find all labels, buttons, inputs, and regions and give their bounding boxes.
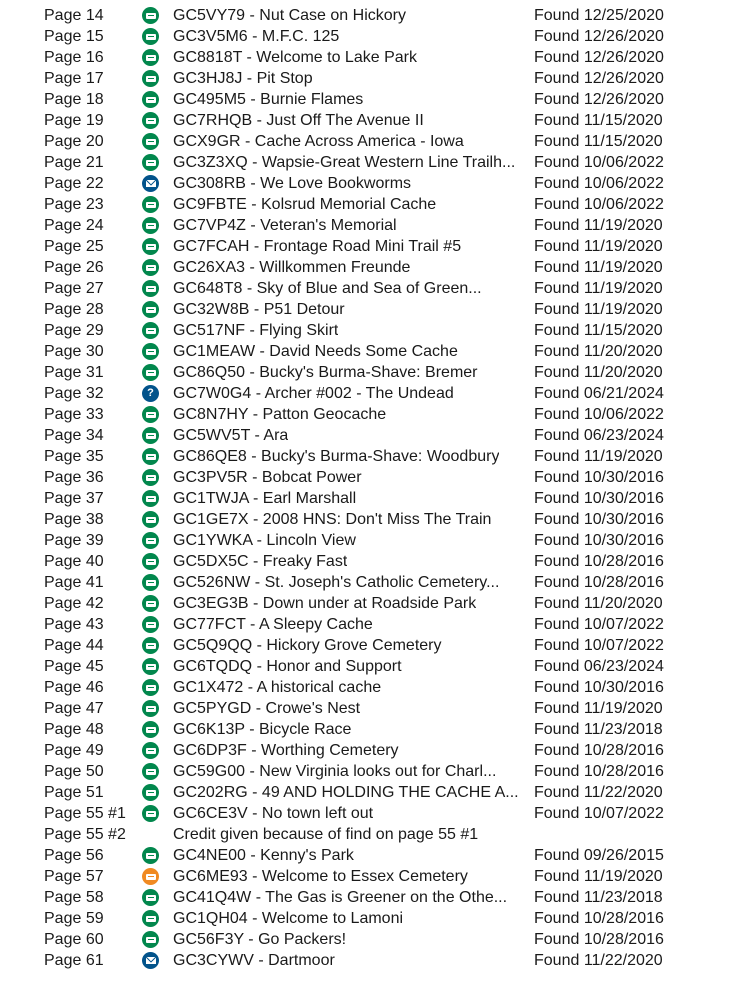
list-item (0, 5, 750, 26)
cache-link[interactable]: GC5PYGD - Crowe's Nest (173, 700, 361, 717)
traditional-cache-icon (142, 259, 159, 276)
list-item (0, 110, 750, 131)
traditional-cache-icon (142, 154, 159, 171)
found-date: Found 11/19/2020 (534, 448, 663, 465)
list-item (0, 572, 750, 593)
traditional-cache-icon (142, 427, 159, 444)
page-label: Page 46 (44, 679, 104, 696)
found-date: Found 11/15/2020 (534, 322, 663, 339)
cache-link[interactable]: GC1QH04 - Welcome to Lamoni (173, 910, 404, 927)
cache-link[interactable]: GC495M5 - Burnie Flames (173, 91, 364, 108)
cache-link[interactable]: GC1X472 - A historical cache (173, 679, 382, 696)
list-item (0, 761, 750, 782)
page-label: Page 37 (44, 490, 104, 507)
traditional-cache-icon (142, 658, 159, 675)
found-date: Found 10/30/2016 (534, 511, 664, 528)
found-date: Found 06/21/2024 (534, 385, 664, 402)
list-item (0, 446, 750, 467)
list-item (0, 404, 750, 425)
page-label: Page 24 (44, 217, 104, 234)
page-label: Page 17 (44, 70, 104, 87)
page-label: Page 43 (44, 616, 104, 633)
found-date: Found 12/25/2020 (534, 7, 664, 24)
page-label: Page 38 (44, 511, 104, 528)
found-date: Found 10/28/2016 (534, 742, 664, 759)
traditional-cache-icon (142, 616, 159, 633)
found-date: Found 11/19/2020 (534, 217, 663, 234)
traditional-cache-icon (142, 238, 159, 255)
list-item (0, 215, 750, 236)
list-item (0, 845, 750, 866)
list-item (0, 131, 750, 152)
list-item (0, 47, 750, 68)
found-date: Found 10/28/2016 (534, 553, 664, 570)
cache-link[interactable]: GC6K13P - Bicycle Race (173, 721, 352, 738)
cache-link[interactable]: GCX9GR - Cache Across America - Iowa (173, 133, 464, 150)
found-date: Found 10/28/2016 (534, 763, 664, 780)
list-item (0, 152, 750, 173)
found-date: Found 10/28/2016 (534, 910, 664, 927)
mystery-cache-icon: ? (142, 385, 159, 402)
page-label: Page 30 (44, 343, 104, 360)
found-date: Found 10/06/2022 (534, 406, 664, 423)
found-date: Found 10/06/2022 (534, 175, 664, 192)
found-date: Found 11/23/2018 (534, 721, 663, 738)
traditional-cache-icon (142, 784, 159, 801)
found-date: Found 10/30/2016 (534, 679, 664, 696)
traditional-cache-icon (142, 553, 159, 570)
traditional-cache-icon (142, 70, 159, 87)
found-date: Found 11/19/2020 (534, 238, 663, 255)
found-date: Found 10/28/2016 (534, 931, 664, 948)
cache-link[interactable]: GC3PV5R - Bobcat Power (173, 469, 362, 486)
cache-link[interactable]: GC56F3Y - Go Packers! (173, 931, 347, 948)
list-item (0, 782, 750, 803)
traditional-cache-icon (142, 889, 159, 906)
traditional-cache-icon (142, 343, 159, 360)
found-date: Found 10/28/2016 (534, 574, 664, 591)
page-label: Page 50 (44, 763, 104, 780)
found-date: Found 11/20/2020 (534, 364, 663, 381)
list-item (0, 425, 750, 446)
traditional-cache-icon (142, 490, 159, 507)
traditional-cache-icon (142, 511, 159, 528)
cache-link[interactable]: GC8818T - Welcome to Lake Park (173, 49, 417, 66)
cache-link[interactable]: GC7RHQB - Just Off The Avenue II (173, 112, 424, 129)
found-date: Found 11/19/2020 (534, 301, 663, 318)
found-date: Found 10/30/2016 (534, 532, 664, 549)
page-label: Page 29 (44, 322, 104, 339)
traditional-cache-icon (142, 679, 159, 696)
cache-link[interactable]: GC517NF - Flying Skirt (173, 322, 339, 339)
traditional-cache-icon (142, 406, 159, 423)
page-label: Page 18 (44, 91, 104, 108)
list-item (0, 908, 750, 929)
cache-link[interactable]: GC3Z3XQ - Wapsie-Great Western Line Trailh... (173, 154, 516, 171)
found-date: Found 11/19/2020 (534, 868, 663, 885)
page-label: Page 36 (44, 469, 104, 486)
cache-link[interactable]: GC3EG3B - Down under at Roadside Park (173, 595, 477, 612)
found-date: Found 11/20/2020 (534, 343, 663, 360)
cache-link[interactable]: GC3V5M6 - M.F.C. 125 (173, 28, 340, 45)
traditional-cache-icon (142, 763, 159, 780)
found-date: Found 10/06/2022 (534, 196, 664, 213)
cache-link[interactable]: GC9FBTE - Kolsrud Memorial Cache (173, 196, 437, 213)
traditional-cache-icon (142, 700, 159, 717)
page-label: Page 33 (44, 406, 104, 423)
traditional-cache-icon (142, 280, 159, 297)
page-label: Page 48 (44, 721, 104, 738)
cache-link[interactable]: GC3HJ8J - Pit Stop (173, 70, 313, 87)
traditional-cache-icon (142, 847, 159, 864)
cache-link[interactable]: GC26XA3 - Willkommen Freunde (173, 259, 411, 276)
traditional-cache-icon (142, 112, 159, 129)
traditional-cache-icon (142, 7, 159, 24)
found-date: Found 12/26/2020 (534, 28, 664, 45)
list-item (0, 551, 750, 572)
cache-link[interactable]: GC1YWKA - Lincoln View (173, 532, 356, 549)
page-label: Page 27 (44, 280, 104, 297)
page-label: Page 23 (44, 196, 104, 213)
list-item (0, 194, 750, 215)
list-item (0, 68, 750, 89)
cache-link[interactable]: GC1GE7X - 2008 HNS: Don't Miss The Train (173, 511, 492, 528)
list-item (0, 698, 750, 719)
page-label: Page 26 (44, 259, 104, 276)
cache-link[interactable]: GC5WV5T - Ara (173, 427, 289, 444)
cache-link[interactable]: GC1TWJA - Earl Marshall (173, 490, 357, 507)
list-item (0, 719, 750, 740)
list-item (0, 824, 750, 845)
traditional-cache-icon (142, 196, 159, 213)
list-item (0, 173, 750, 194)
traditional-cache-icon (142, 28, 159, 45)
traditional-cache-icon (142, 595, 159, 612)
list-item (0, 614, 750, 635)
found-date: Found 11/15/2020 (534, 133, 663, 150)
found-date: Found 12/26/2020 (534, 49, 664, 66)
list-item (0, 257, 750, 278)
list-item (0, 530, 750, 551)
traditional-cache-icon (142, 637, 159, 654)
found-date: Found 10/30/2016 (534, 490, 664, 507)
cache-link[interactable]: GC8N7HY - Patton Geocache (173, 406, 387, 423)
cache-link[interactable]: GC6CE3V - No town left out (173, 805, 374, 822)
cache-link[interactable]: GC526NW - St. Joseph's Catholic Cemetery... (173, 574, 500, 591)
page-label: Page 31 (44, 364, 104, 381)
cache-link[interactable]: GC5DX5C - Freaky Fast (173, 553, 348, 570)
list-item (0, 593, 750, 614)
found-date: Found 11/23/2018 (534, 889, 663, 906)
page-label: Page 55 #2 (44, 826, 126, 843)
traditional-cache-icon (142, 532, 159, 549)
cache-link[interactable]: GC41Q4W - The Gas is Greener on the Othe... (173, 889, 508, 906)
traditional-cache-icon (142, 364, 159, 381)
list-item (0, 89, 750, 110)
found-date: Found 10/30/2016 (534, 469, 664, 486)
list-item (0, 383, 750, 404)
traditional-cache-icon (142, 49, 159, 66)
page-label: Page 57 (44, 868, 104, 885)
cache-link[interactable]: GC7VP4Z - Veteran's Memorial (173, 217, 397, 234)
cache-link[interactable]: GC59G00 - New Virginia looks out for Charl... (173, 763, 497, 780)
page-label: Page 61 (44, 952, 104, 969)
cache-link[interactable]: GC308RB - We Love Bookworms (173, 175, 412, 192)
found-date: Found 09/26/2015 (534, 847, 664, 864)
found-date: Found 11/15/2020 (534, 112, 663, 129)
page-label: Page 35 (44, 448, 104, 465)
page-label: Page 14 (44, 7, 104, 24)
list-item (0, 278, 750, 299)
list-item (0, 677, 750, 698)
page-label: Page 16 (44, 49, 104, 66)
cache-link[interactable]: GC32W8B - P51 Detour (173, 301, 345, 318)
traditional-cache-icon (142, 469, 159, 486)
page-label: Page 56 (44, 847, 104, 864)
found-date: Found 12/26/2020 (534, 70, 664, 87)
cache-link[interactable]: GC86Q50 - Bucky's Burma-Shave: Bremer (173, 364, 478, 381)
list-item (0, 929, 750, 950)
found-date: Found 10/07/2022 (534, 616, 664, 633)
page-label: Page 40 (44, 553, 104, 570)
page-label: Page 28 (44, 301, 104, 318)
page-label: Page 47 (44, 700, 104, 717)
found-date: Found 10/07/2022 (534, 637, 664, 654)
list-item (0, 320, 750, 341)
cache-link[interactable]: GC6TQDQ - Honor and Support (173, 658, 402, 675)
traditional-cache-icon (142, 301, 159, 318)
page-label: Page 51 (44, 784, 104, 801)
page-label: Page 22 (44, 175, 104, 192)
list-item (0, 362, 750, 383)
virtual-cache-icon (142, 868, 159, 885)
cache-link[interactable]: GC7FCAH - Frontage Road Mini Trail #5 (173, 238, 462, 255)
cache-link[interactable]: GC77FCT - A Sleepy Cache (173, 616, 373, 633)
traditional-cache-icon (142, 574, 159, 591)
cache-link[interactable]: GC5Q9QQ - Hickory Grove Cemetery (173, 637, 442, 654)
page-label: Page 49 (44, 742, 104, 759)
found-date: Found 11/19/2020 (534, 280, 663, 297)
list-item (0, 866, 750, 887)
page-label: Page 32 (44, 385, 104, 402)
page-label: Page 58 (44, 889, 104, 906)
credit-note: Credit given because of find on page 55 #1 (173, 826, 479, 843)
cache-list (0, 5, 750, 971)
found-date: Found 11/19/2020 (534, 259, 663, 276)
traditional-cache-icon (142, 931, 159, 948)
found-date: Found 10/06/2022 (534, 154, 664, 171)
cache-link[interactable]: GC86QE8 - Bucky's Burma-Shave: Woodbury (173, 448, 500, 465)
traditional-cache-icon (142, 91, 159, 108)
traditional-cache-icon (142, 721, 159, 738)
page-label: Page 19 (44, 112, 104, 129)
found-date: Found 12/26/2020 (534, 91, 664, 108)
list-item (0, 635, 750, 656)
traditional-cache-icon (142, 805, 159, 822)
page-label: Page 21 (44, 154, 104, 171)
page-label: Page 39 (44, 532, 104, 549)
page-label: Page 41 (44, 574, 104, 591)
found-date: Found 11/22/2020 (534, 952, 663, 969)
found-date: Found 11/22/2020 (534, 784, 663, 801)
cache-link[interactable]: GC3CYWV - Dartmoor (173, 952, 335, 969)
cache-link[interactable]: GC6ME93 - Welcome to Essex Cemetery (173, 868, 468, 885)
found-date: Found 06/23/2024 (534, 427, 664, 444)
found-date: Found 11/19/2020 (534, 700, 663, 717)
list-item (0, 656, 750, 677)
list-item (0, 299, 750, 320)
page-label: Page 25 (44, 238, 104, 255)
page-label: Page 20 (44, 133, 104, 150)
page-label: Page 15 (44, 28, 104, 45)
page-label: Page 60 (44, 931, 104, 948)
page-label: Page 42 (44, 595, 104, 612)
page-label: Page 59 (44, 910, 104, 927)
cache-link[interactable]: GC4NE00 - Kenny's Park (173, 847, 354, 864)
traditional-cache-icon (142, 910, 159, 927)
found-date: Found 06/23/2024 (534, 658, 664, 675)
traditional-cache-icon (142, 448, 159, 465)
cache-link[interactable]: GC5VY79 - Nut Case on Hickory (173, 7, 406, 24)
list-item (0, 467, 750, 488)
cache-link[interactable]: GC6DP3F - Worthing Cemetery (173, 742, 399, 759)
cache-link[interactable]: GC202RG - 49 AND HOLDING THE CACHE A... (173, 784, 519, 801)
found-date: Found 10/07/2022 (534, 805, 664, 822)
list-item (0, 950, 750, 971)
cache-link[interactable]: GC648T8 - Sky of Blue and Sea of Green... (173, 280, 482, 297)
cache-link[interactable]: GC1MEAW - David Needs Some Cache (173, 343, 458, 360)
letterbox-cache-icon (142, 175, 159, 192)
list-item (0, 26, 750, 47)
list-item (0, 509, 750, 530)
traditional-cache-icon (142, 217, 159, 234)
list-item (0, 488, 750, 509)
found-date: Found 11/20/2020 (534, 595, 663, 612)
list-item (0, 236, 750, 257)
page-label: Page 45 (44, 658, 104, 675)
traditional-cache-icon (142, 133, 159, 150)
traditional-cache-icon (142, 322, 159, 339)
list-item (0, 341, 750, 362)
traditional-cache-icon (142, 742, 159, 759)
list-item (0, 887, 750, 908)
list-item (0, 740, 750, 761)
cache-link[interactable]: GC7W0G4 - Archer #002 - The Undead (173, 385, 454, 402)
page-label: Page 55 #1 (44, 805, 126, 822)
page-label: Page 34 (44, 427, 104, 444)
page-label: Page 44 (44, 637, 104, 654)
letterbox-cache-icon (142, 952, 159, 969)
list-item (0, 803, 750, 824)
